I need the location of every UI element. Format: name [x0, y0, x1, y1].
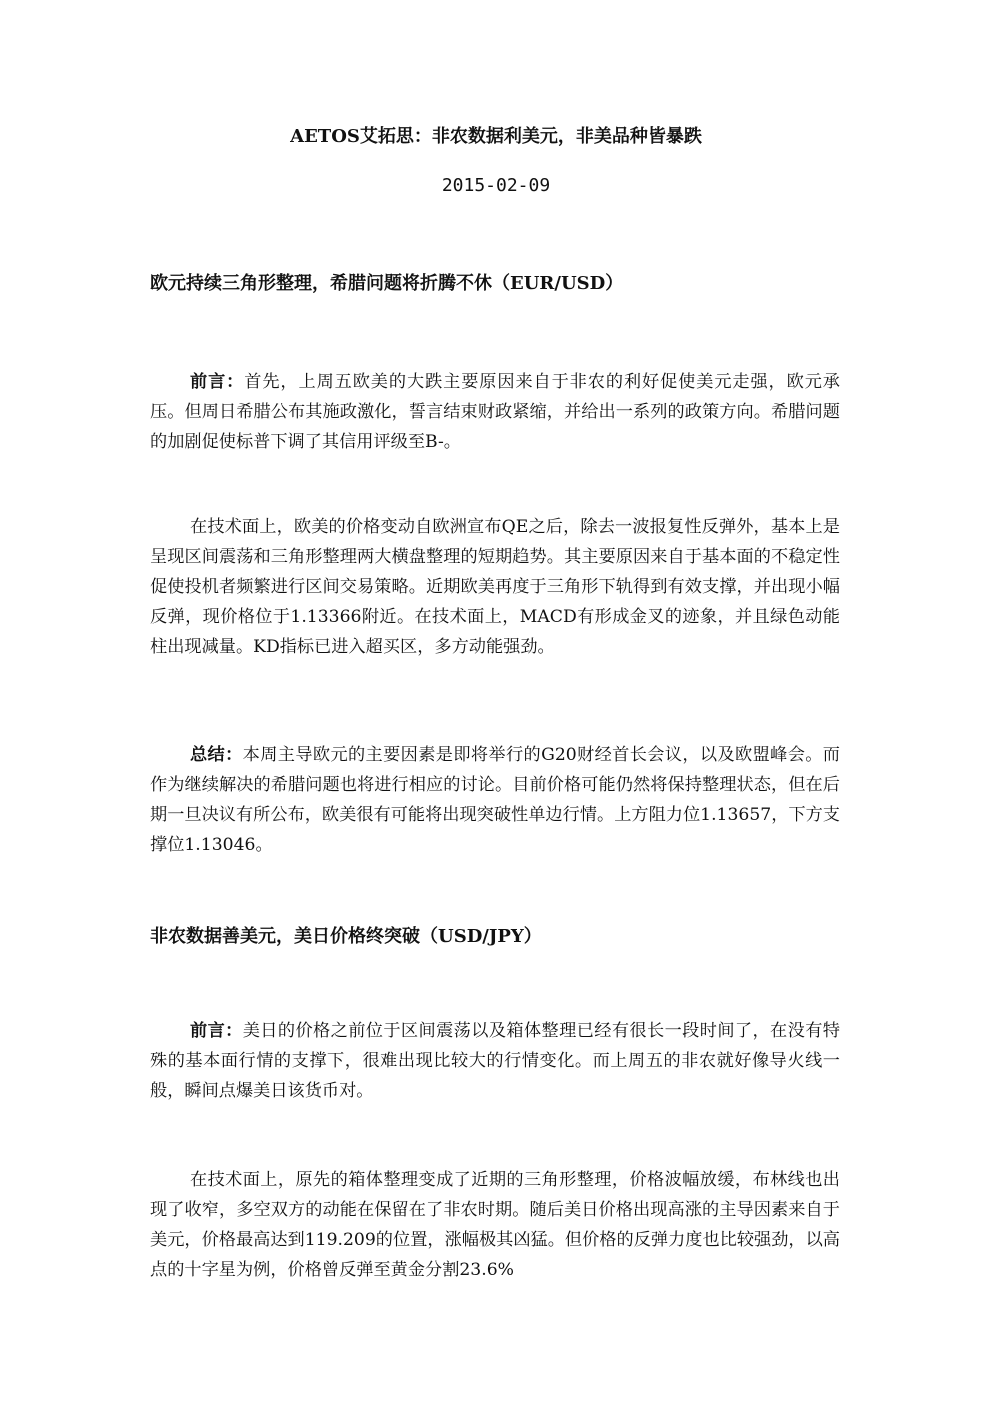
technical-paragraph-eurusd: 在技术面上，欧美的价格变动自欧洲宣布QE之后，除去一波报复性反弹外，基本上是呈现区间震荡和三角形整理两大横盘整理的短期趋势。其主要原因来自于基本面的不稳定性促使投机者频繁进行区间交易策略。近期欧美再度于三角形下轨得到有效支撑，并出现小幅反弹，现价格位于1.13366附近。在技术面上，MACD有形成金叉的迹象，并且绿色动能柱出现减量。KD指标已进入超买区，多方动能强劲。 — [150, 517, 840, 657]
intro-label: 前言： — [190, 372, 245, 392]
intro-text: 首先，上周五欧美的大跌主要原因来自于非农的利好促使美元走强，欧元承压。但周日希腊公布其施政激化，誓言结束财政紧缩，并给出一系列的政策方向。希腊问题的加剧促使标普下调了其信用评级至B-。 — [150, 372, 840, 452]
intro-paragraph-usdjpy — [150, 1016, 840, 1106]
summary-text: 本周主导欧元的主要因素是即将举行的G20财经首长会议，以及欧盟峰会。而作为继续解决的希腊问题也将进行相应的讨论。目前价格可能仍然将保持整理状态，但在后期一旦决议有所公布，欧美很有可能将出现突破性单边行情。上方阻力位1.13657，下方支撑位1.13046。 — [150, 745, 840, 855]
technical-paragraph-usdjpy: 在技术面上，原先的箱体整理变成了近期的三角形整理，价格波幅放缓，布林线也出现了收窄，多空双方的动能在保留在了非农时期。随后美日价格出现高涨的主导因素来自于美元，价格最高达到119.209的位置，涨幅极其凶猛。但价格的反弹力度也比较强劲，以高点的十字星为例，价格曾反弹至黄金分割23.6% — [150, 1170, 840, 1280]
summary-paragraph-eurusd — [150, 740, 840, 860]
summary-label: 总结： — [190, 745, 243, 765]
intro-paragraph-eurusd — [150, 367, 840, 457]
section-heading-eurusd: 欧元持续三角形整理，希腊问题将折腾不休（EUR/USD） — [150, 273, 624, 294]
document-date: 2015-02-09 — [441, 175, 551, 196]
intro-label: 前言： — [190, 1021, 243, 1041]
section-heading-usdjpy: 非农数据善美元，美日价格终突破（USD/JPY） — [150, 926, 542, 947]
intro-text: 美日的价格之前位于区间震荡以及箱体整理已经有很长一段时间了，在没有特殊的基本面行情的支撑下，很难出现比较大的行情变化。而上周五的非农就好像导火线一般，瞬间点爆美日该货币对。 — [150, 1021, 840, 1101]
document-title: AETOS艾拓思：非农数据利美元，非美品种皆暴跌 — [290, 126, 702, 147]
